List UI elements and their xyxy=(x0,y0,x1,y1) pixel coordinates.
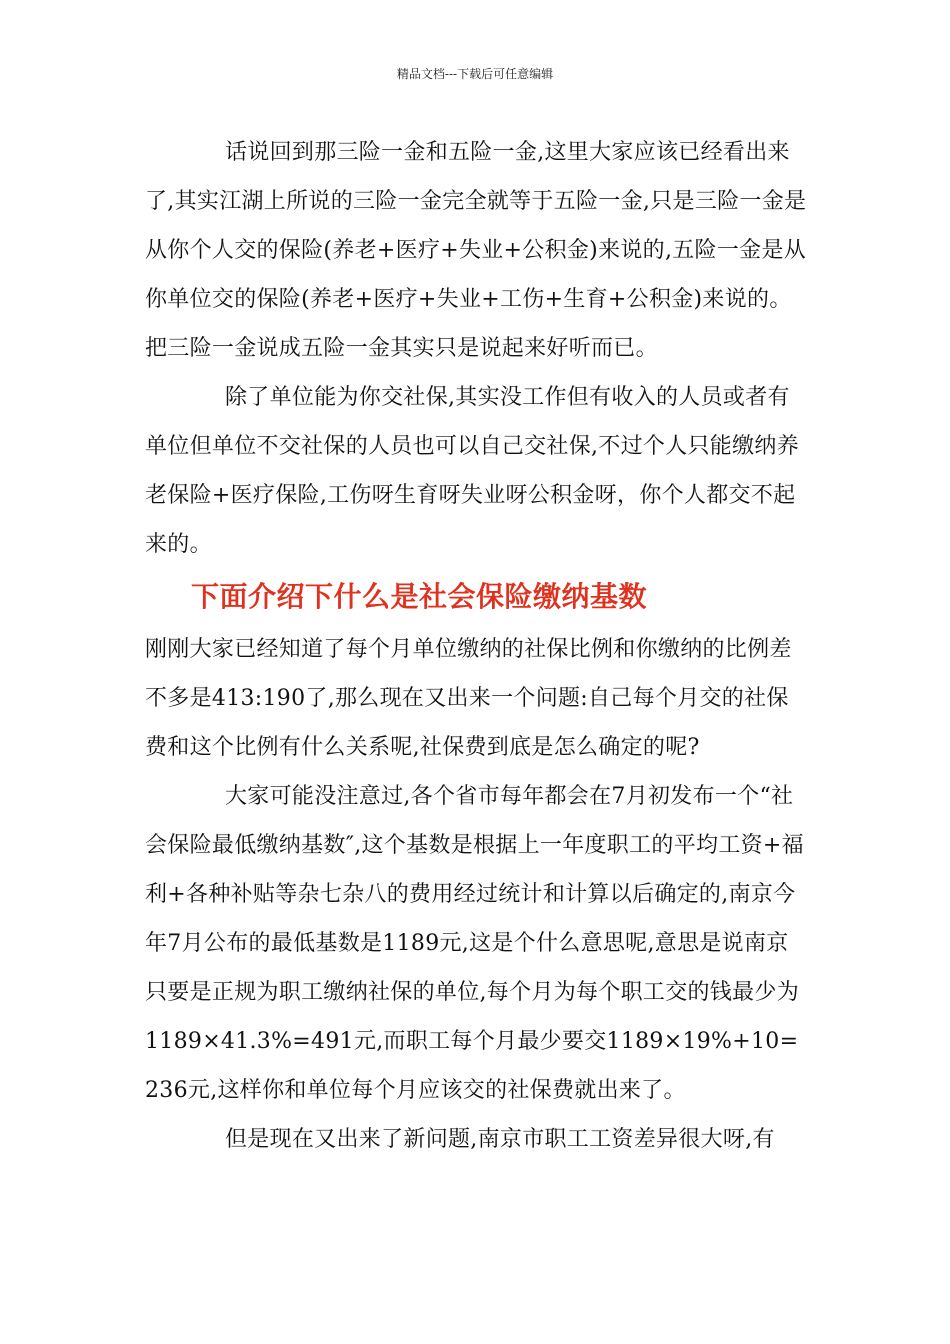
document-body xyxy=(145,128,807,1164)
paragraph-self-pay-social-security: 除了单位能为你交社保,其实没工作但有收入的人员或者有单位但单位不交社保的人员也可以自己交社保,不过个人只能缴纳养老保险+医疗保险,工伤呀生育呀失业呀公积金呀，你个人都交不起来的。 xyxy=(145,385,799,557)
paragraph-ratio-question: 刚刚大家已经知道了每个月单位缴纳的社保比例和你缴纳的比例差不多是413:190了,那么现在又出来一个问题:自己每个月交的社保费和这个比例有什么关系呢,社保费到底是怎么确定的呢? xyxy=(145,637,792,760)
section-heading: 下面介绍下什么是社会保险缴纳基数 xyxy=(191,580,648,613)
paragraph-minimum-base: 大家可能没注意过,各个省市每年都会在7月初发布一个“社会保险最低缴纳基数″,这个基数是根据上一年度职工的平均工资+福利+各种补贴等杂七杂八的费用经过统计和计算以后确定的,南京今年7月公布的最低基数是1189元,这是个什么意思呢,意思是说南京只要是正规为职工缴纳社保的单位,每个月为每个职工交的钱最少为1189×41.3%=491元,而职工每个月最少要交1189×19%+10=236元,这样你和单位每个月应该交的社保费就出来了。 xyxy=(145,784,804,1103)
paragraph-three-five-insurance: 话说回到那三险一金和五险一金,这里大家应该已经看出来了,其实江湖上所说的三险一金完全就等于五险一金,只是三险一金是从你个人交的保险(养老+医疗+失业+公积金)来说的,五险一金是从你单位交的保险(养老+医疗+失业+工伤+生育+公积金)来说的。把三险一金说成五险一金其实只是说起来好听而已。 xyxy=(145,140,807,361)
page-header: 精品文档---下载后可任意编辑 xyxy=(396,67,554,81)
paragraph-new-question: 但是现在又出来了新问题,南京市职工工资差异很大呀,有 xyxy=(225,1127,775,1152)
